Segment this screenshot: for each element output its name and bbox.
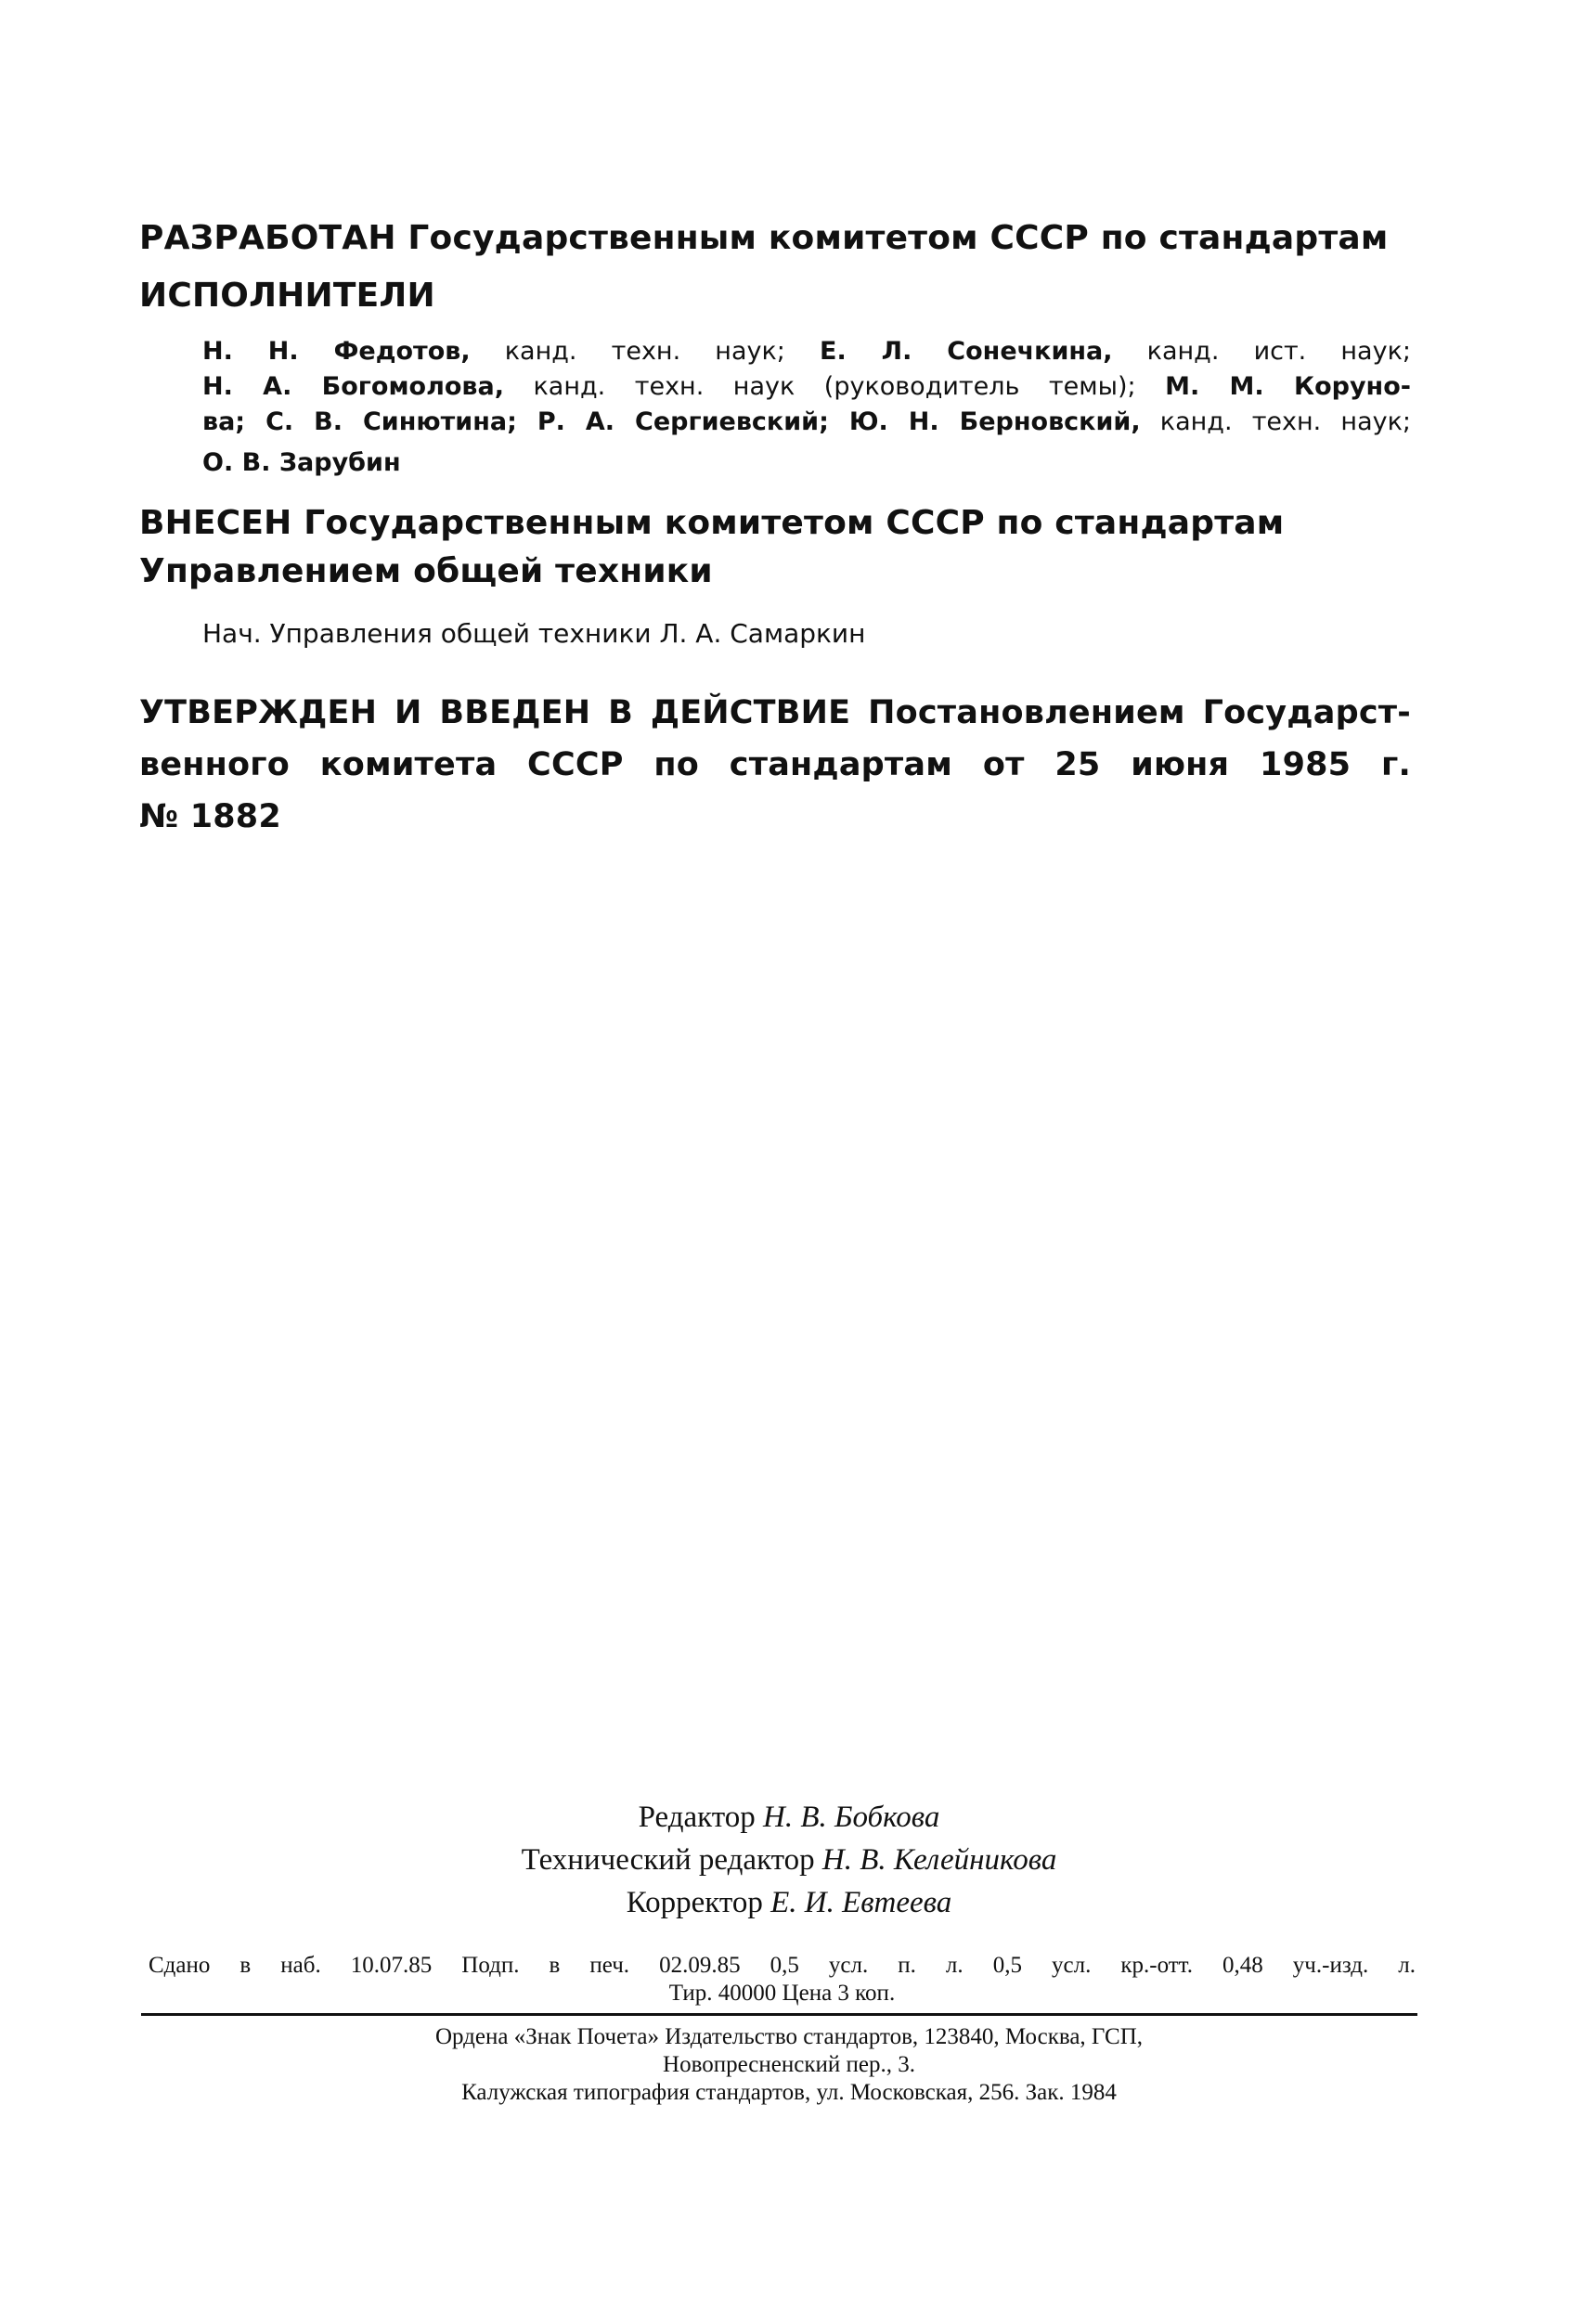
approved-line-1 [139, 687, 1411, 739]
approved-line-3: № 1882 [139, 798, 281, 835]
corrector-line [0, 1881, 1578, 1924]
printer-block [0, 2023, 1578, 2107]
printer-line-1: Ордена «Знак Почета» Издательство стандартов, 123840, Москва, ГСП, [434, 2024, 1144, 2049]
printer-line-3: Калужская типография стандартов, ул. Московская, 256. Зак. 1984 [461, 2080, 1117, 2105]
tech-editor-role: Технический редактор [521, 1843, 815, 1877]
performer-name: ва; С. В. Синютина; Р. А. Сергиевский; Ю. Н. Берновский, [202, 407, 1141, 436]
introduced-statement [139, 499, 1411, 596]
introduced-line-1 [139, 499, 1411, 548]
developed-statement [139, 213, 1411, 264]
approved-statement [139, 687, 1411, 843]
performer-name: Н. А. Богомолова, [202, 372, 504, 401]
corrector-role: Корректор [626, 1886, 763, 1919]
imprint-line-2: Тир. 40000 Цена 3 коп. [668, 1981, 896, 2006]
performers-list [202, 334, 1411, 481]
approved-text [139, 687, 1411, 843]
horizontal-rule [141, 2013, 1417, 2016]
printer-line-2: Новопресненский пер., 3. [663, 2052, 915, 2077]
performers-line-4 [202, 445, 1411, 481]
editor-role: Редактор [638, 1801, 756, 1834]
imprint-block [149, 1952, 1416, 2008]
tech-editor-name: Н. В. Келейникова [821, 1843, 1057, 1877]
performers-line-2: Н. А. Богомолова, канд. техн. наук (руководитель темы); М. М. Коруно- [202, 372, 1411, 401]
performer-name: М. М. Коруно- [1165, 372, 1411, 401]
corrector-name: Е. И. Евтеева [770, 1886, 952, 1919]
performer-name: О. В. Зарубин [202, 448, 401, 477]
approved-label: УТВЕРЖДЕН И ВВЕДЕН В ДЕЙСТВИЕ [139, 694, 851, 731]
introduced-text: Государственным комитетом СССР по стандартам [304, 504, 1285, 542]
credits-block [0, 1796, 1578, 1924]
head-of-department-text: Нач. Управления общей техники Л. А. Самаркин [202, 618, 866, 649]
tech-editor-line [0, 1839, 1578, 1881]
editor-line [0, 1796, 1578, 1839]
introduced-label: ВНЕСЕН [139, 504, 292, 542]
performer-name: Е. Л. Сонечкина, [820, 337, 1113, 366]
imprint-line-1: Сдано в наб. 10.07.85 Подп. в печ. 02.09.85 0,5 усл. п. л. 0,5 усл. кр.-отт. 0,48 уч.-изд. л. [149, 1953, 1416, 1978]
head-of-department [202, 616, 1411, 652]
introduced-line-2: Управлением общей техники [139, 552, 713, 590]
approved-line-1-rest: Постановлением Государст- [868, 694, 1411, 731]
developed-label: РАЗРАБОТАН [139, 219, 396, 257]
performers-line-1: Н. Н. Федотов, канд. техн. наук; Е. Л. Сонечкина, канд. ист. наук; [202, 337, 1411, 366]
performer-name: Н. Н. Федотов, [202, 337, 471, 366]
performers-line-3: ва; С. В. Синютина; Р. А. Сергиевский; Ю. Н. Берновский, канд. техн. наук; [202, 407, 1412, 436]
performers-title: ИСПОЛНИТЕЛИ [139, 277, 435, 315]
approved-line-2: венного комитета СССР по стандартам от 25 июня 1985 г. [139, 746, 1411, 783]
developed-text: Государственным комитетом СССР по стандартам [407, 219, 1389, 257]
editor-name: Н. В. Бобкова [763, 1801, 940, 1834]
